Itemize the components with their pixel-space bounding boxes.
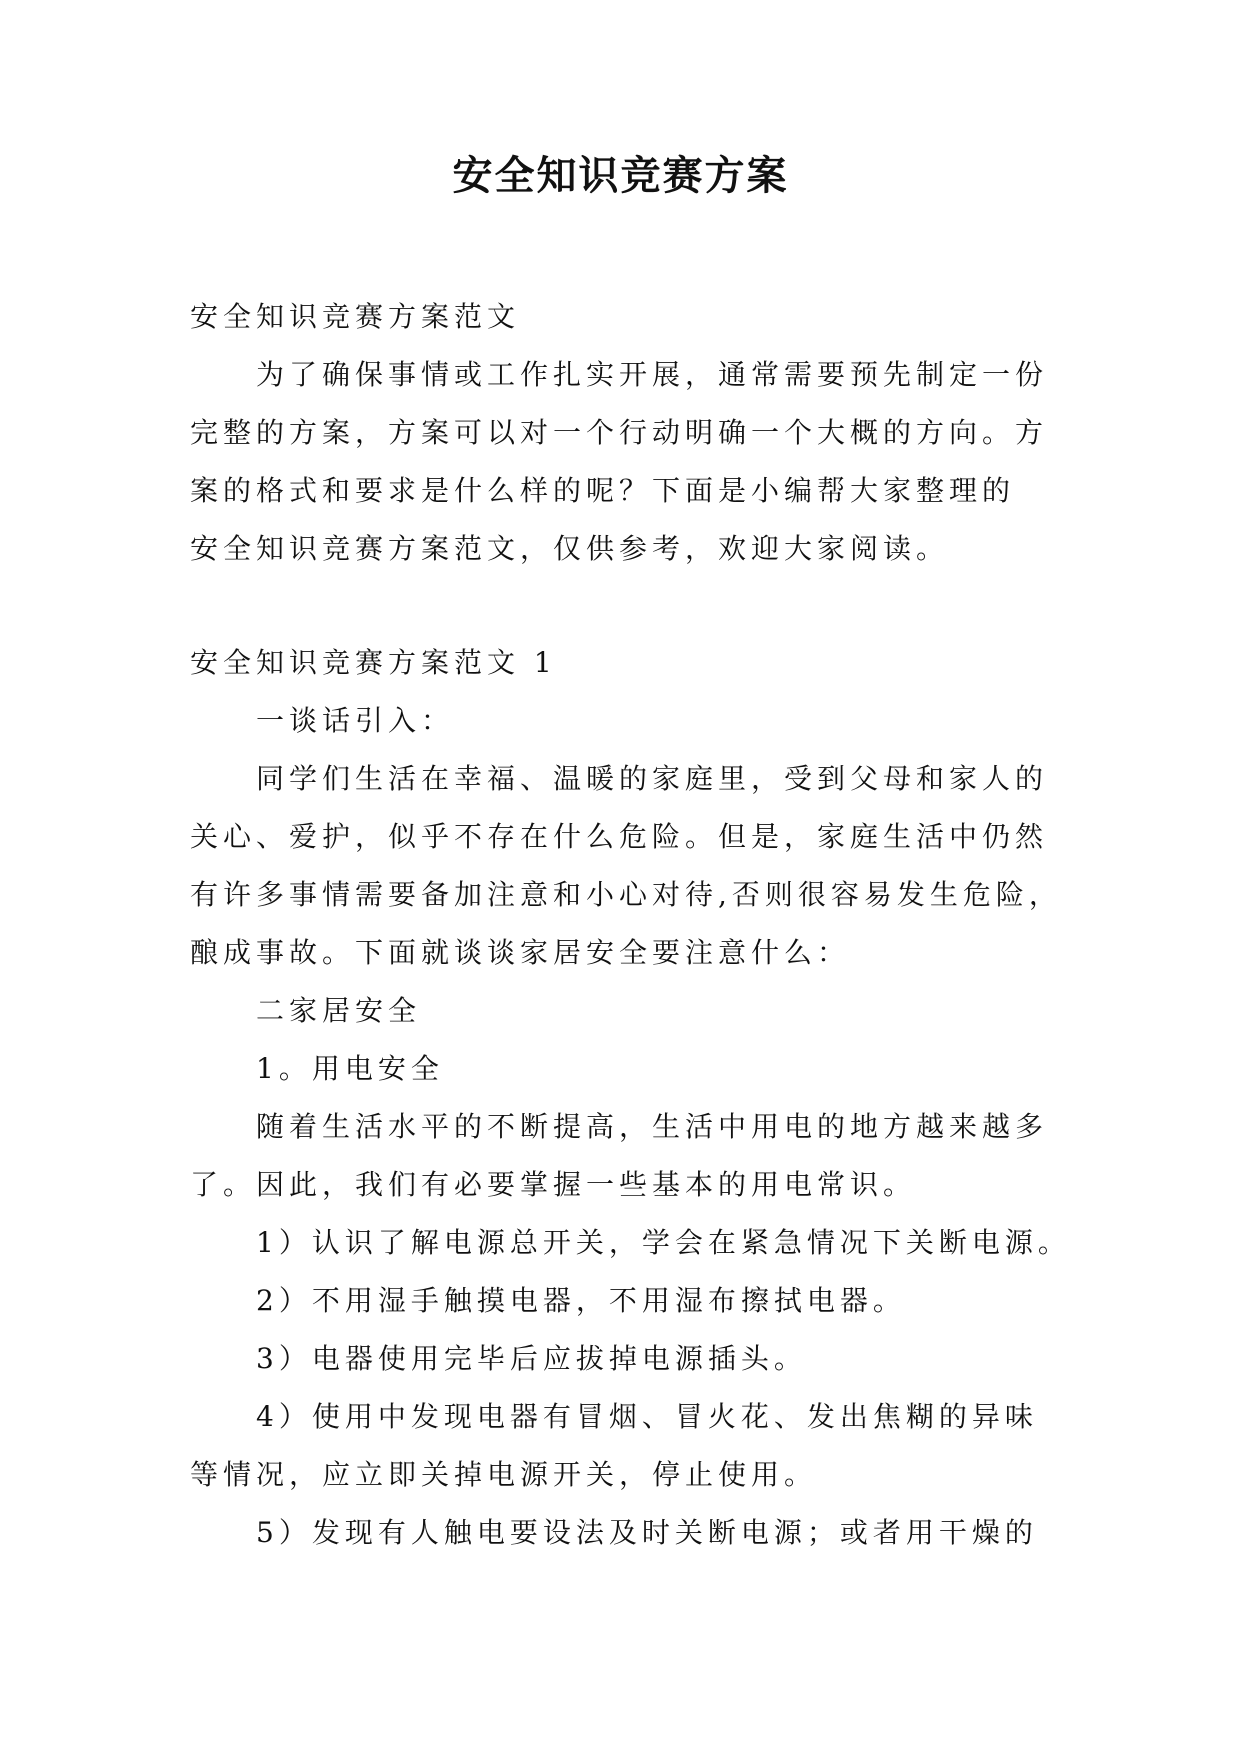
- list-item: 3）电器使用完毕后应拔掉电源插头。: [256, 1342, 807, 1375]
- paragraph-line: 同学们生活在幸福、温暖的家庭里，受到父母和家人的: [256, 762, 1049, 795]
- paragraph-line: 了。因此，我们有必要掌握一些基本的用电常识。: [190, 1168, 917, 1201]
- paragraph-line: 为了确保事情或工作扎实开展，通常需要预先制定一份: [256, 358, 1049, 391]
- paragraph-line: 一谈话引入：: [256, 704, 455, 737]
- paragraph-line: 有许多事情需要备加注意和小心对待,否则很容易发生危险，: [190, 878, 1062, 911]
- paragraph-line: 等情况，应立即关掉电源开关，停止使用。: [190, 1458, 818, 1491]
- paragraph-line: 案的格式和要求是什么样的呢？下面是小编帮大家整理的: [190, 474, 1016, 507]
- list-item: 5）发现有人触电要设法及时关断电源；或者用干燥的: [256, 1516, 1038, 1549]
- page-title: 安全知识竞赛方案: [452, 152, 789, 199]
- paragraph-line: 完整的方案，方案可以对一个行动明确一个大概的方向。方: [190, 416, 1049, 449]
- paragraph-line: 1。用电安全: [256, 1052, 444, 1085]
- section-heading: 安全知识竞赛方案范文: [190, 300, 521, 333]
- paragraph-line: 关心、爱护，似乎不存在什么危险。但是，家庭生活中仍然: [190, 820, 1049, 853]
- list-item: 4）使用中发现电器有冒烟、冒火花、发出焦糊的异味: [256, 1400, 1038, 1433]
- paragraph-line: 二家居安全: [256, 994, 422, 1027]
- paragraph-line: 酿成事故。下面就谈谈家居安全要注意什么：: [190, 936, 851, 969]
- list-item: 2）不用湿手触摸电器，不用湿布擦拭电器。: [256, 1284, 906, 1317]
- paragraph-line: 安全知识竞赛方案范文，仅供参考，欢迎大家阅读。: [190, 532, 950, 565]
- section-heading: 安全知识竞赛方案范文 1: [190, 646, 557, 679]
- list-item: 1）认识了解电源总开关，学会在紧急情况下关断电源。: [256, 1226, 1071, 1259]
- paragraph-line: 随着生活水平的不断提高，生活中用电的地方越来越多: [256, 1110, 1049, 1143]
